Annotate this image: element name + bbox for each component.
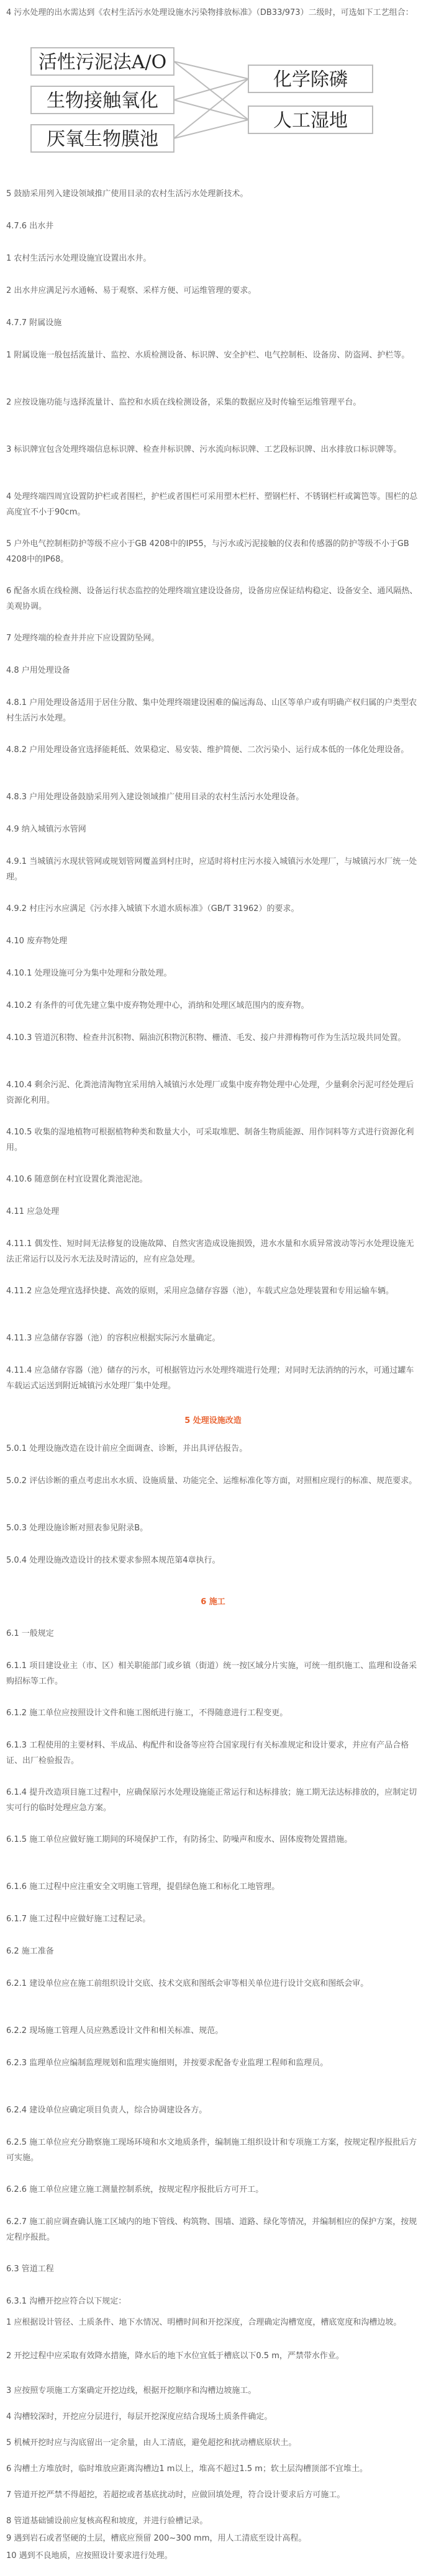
paragraph: 5.0.3 处理设施诊断对照表参见附录B。 xyxy=(6,1524,148,1533)
paragraph: 4.8.1 户用处理设备适用于居住分散、集中处理终端建设困难的偏远海岛、山区等单户或有明确产权归属的户类型农村生活污水处理。 xyxy=(6,698,417,723)
paragraph: 5 机械开挖时应与沟底留出一定余量，由人工清底，避免超挖和扰动槽底原状土。 xyxy=(6,2438,297,2448)
paragraph: 6.2.7 施工前应调查确认施工区域内的地下管线、构筑物、围墙、道路、绿化等情况，并编制相应的保护方案，按规定程序报批。 xyxy=(6,2217,417,2242)
paragraph: 6.1.5 施工单位应做好施工期间的环境保护工作，有防扬尘、防噪声和废水、固体废物处置措施。 xyxy=(6,1835,353,1844)
paragraph: 4 处理终端四周宜设置防护栏或者围栏，护栏或者围栏可采用塑木栏杆、塑钢栏杆、不锈钢栏杆或篱笆等。围栏的总高度宜不小于90cm。 xyxy=(6,492,418,517)
paragraph: 6 配备水质在线检测、设备运行状态监控的处理终端宜建设设备房，设备房应保证结构稳定、设备安全、通风隔热、美观协调。 xyxy=(6,586,418,611)
paragraph: 4.10.2 有条件的可优先建立集中废弃物处理中心，消纳和处理区域范围内的废弃物。 xyxy=(6,1001,309,1010)
paragraph: 4.11.1 偶发性、短时间无法修复的设施故障、自然灾害造成设施损毁，进水水量和水质异常波动等污水处理设施无法正常运行以及污水无法及时清运的，应有应急处理。 xyxy=(6,1239,414,1264)
paragraph: 10 遇到不良地质，应按照设计要求进行处理。 xyxy=(6,2551,173,2560)
paragraph: 6.1.2 施工单位应按照设计文件和施工图纸进行施工，不得随意进行工程变更。 xyxy=(6,1708,288,1718)
paragraph: 6.2.4 建设单位应确定项目负责人，综合协调建设各方。 xyxy=(6,2106,207,2115)
paragraph: 4.11.3 应急储存容器（池）的容积应根据实际污水量确定。 xyxy=(6,1334,220,1343)
paragraph: 4.9.1 当城镇污水现状管网或规划管网覆盖到村庄时，应适时将村庄污水接入城镇污水处理厂，与城镇污水厂统一处理。 xyxy=(6,857,417,882)
paragraph: 4.9.2 村庄污水应满足《污水排入城镇下水道水质标准》（GB/T 31962）的要求。 xyxy=(6,904,299,913)
paragraph: 7 管道开挖严禁不得超挖，若超挖或者基底扰动时，应做回填处理，符合设计要求后方可施工。 xyxy=(6,2490,345,2500)
paragraph: 6.2.1 建设单位应在施工前组织设计交底、技术交底和图纸会审等相关单位进行设计交底和图纸会审。 xyxy=(6,1979,369,1988)
paragraph: 5.0.4 处理设施改造设计的技术要求参照本规范第4章执行。 xyxy=(6,1556,220,1565)
section-heading: 4.11 应急处理 xyxy=(6,1207,60,1216)
process-diagram xyxy=(25,40,397,164)
paragraph: 4.8.3 户用处理设备鼓励采用列入建设领域推广使用目录的农村生活污水处理设备。 xyxy=(6,792,304,802)
diagram-label-left-2: 生物接触氧化 xyxy=(47,90,158,112)
paragraph: 3 标识牌宜包含处理终端信息标识牌、检查井标识牌、污水流向标识牌、工艺段标识牌、出水排放口标识牌等。 xyxy=(6,445,402,454)
section-heading: 4.10 废弃物处理 xyxy=(6,936,68,946)
paragraph: 4.8.2 户用处理设备宜选择能耗低、效果稳定、易安装、维护简便、二次污染小、运行成本低的一体化处理设备。 xyxy=(6,745,409,755)
paragraph: 6.3.1 沟槽开挖应符合以下规定： xyxy=(6,2297,127,2306)
paragraph: 1 附属设施一般包括流量计、监控、水质检测设备、标识牌、安全护栏、电气控制柜、设备房、防盗网、护栏等。 xyxy=(6,351,410,360)
section-heading: 6.3 管道工程 xyxy=(6,2264,54,2274)
paragraph: 4.11.4 应急储存容器（池）储存的污水，可根据管边污水处理终端进行处理；对同时无法消纳的污水，可通过罐车车载运式运送到附近城镇污水处理厂集中处理。 xyxy=(6,1366,414,1391)
paragraph: 2 出水井应满足污水通畅、易于观察、采样方便、可运维管理的要求。 xyxy=(6,286,256,295)
paragraph: 6.1.4 提升改造项目施工过程中，应确保原污水处理设施能正常运行和达标排放；施工期无法达标排放的，应制定切实可行的临时处理应急方案。 xyxy=(6,1788,417,1813)
paragraph: 1 应根据设计管径、土质条件、地下水情况、明槽时间和开挖深度，合理确定沟槽宽度，槽底宽度和沟槽边坡。 xyxy=(6,2318,402,2327)
diagram-label-right-2: 人工湿地 xyxy=(273,110,348,132)
diagram-label-right-1: 化学除磷 xyxy=(273,69,348,91)
paragraph: 4.10.3 管道沉积物、检查井沉积物、隔油沉积物沉积物、栅渣、毛发、接户井滞梅物可作为生活垃圾共同处置。 xyxy=(6,1033,406,1043)
diagram-label-left-1: 活性污泥法A/O xyxy=(38,52,167,73)
paragraph: 8 管道基础铺设前应复核高程和坡度，并进行验槽记录。 xyxy=(6,2516,208,2526)
paragraph: 5.0.2 评估诊断的重点考虑出水水质、设施质量、功能完全、运维标准化等方面，对照相应现行的标准、规范要求。 xyxy=(6,1476,417,1486)
diagram-label-left-3: 厌氧生物膜池 xyxy=(47,128,158,150)
section-heading: 6.2 施工准备 xyxy=(6,1947,54,1956)
diagram-connector xyxy=(174,100,248,120)
paragraph: 5 户外电气控制柜防护等级不应小于GB 4208中的IP55，与污水或污泥接触的仪表和传感器的防护等级不小于GB 4208中的IP68。 xyxy=(6,539,409,564)
paragraph: 3 应按照专项施工方案确定开挖边线，根据开挖顺序和沟槽边坡施工。 xyxy=(6,2386,256,2395)
section-heading: 6.1 一般规定 xyxy=(6,1629,54,1638)
paragraph: 4.10.6 随意倒在村宜设置化粪池泥池。 xyxy=(6,1175,148,1184)
paragraph: 2 开挖过程中应采取有效降水措施，降水后的地下水位宜低于槽底以下0.5 m，严禁带水作业。 xyxy=(6,2351,344,2361)
paragraph-intro: 4 污水处理的出水需达到《农村生活污水处理设施水污染物排放标准》（DB33/973）二级时，可选如下工艺组合： xyxy=(6,8,414,17)
paragraph: 4 沟槽较深时，开挖应分层进行，每层开挖深度应结合现场土质条件确定。 xyxy=(6,2412,273,2421)
paragraph: 4.11.2 应急处理宜选择快捷、高效的原则，采用应急储存容器（池），车载式应急处理装置和专用运输车辆。 xyxy=(6,1286,394,1296)
paragraph: 6.2.5 施工单位应充分勘察施工现场环境和水文地质条件，编制施工组织设计和专项施工方案，按规定程序报批后方可实施。 xyxy=(6,2138,417,2163)
diagram-connector xyxy=(174,79,248,100)
paragraph: 7 处理终端的检查井并应下应设置防坠网。 xyxy=(6,634,160,643)
section-heading: 4.9 纳入城镇污水管网 xyxy=(6,825,86,834)
paragraph: 6.2.6 施工单位应建立施工测量控制系统，按规定程序报批后方可开工。 xyxy=(6,2185,264,2194)
paragraph: 6.2.2 现场施工管理人员应熟悉设计文件和相关标准、规范。 xyxy=(6,2026,224,2035)
paragraph: 6 沟槽土方堆放时，临时堆放应距离沟槽边1 m以上，堆高不超过1.5 m；软土层沟槽顶部不宜堆土。 xyxy=(6,2464,368,2474)
paragraph: 1 农村生活污水处理设施宜设置出水井。 xyxy=(6,254,152,263)
section-heading: 4.8 户用处理设备 xyxy=(6,666,70,675)
paragraph: 2 应按设施功能与选择流量计、监控和水质在线检测设备，采集的数据应及时传输至运维管理平台。 xyxy=(6,398,361,407)
paragraph: 4.10.5 收集的湿地植物可根据植物种类和数量大小，可采取堆肥、制备生物质能源、用作饲料等方式进行资源化利用。 xyxy=(6,1128,414,1152)
chapter-heading: 6 施工 xyxy=(201,1597,225,1607)
paragraph: 6.1.7 施工过程中应做好施工过程记录。 xyxy=(6,1914,151,1924)
paragraph: 6.1.6 施工过程中应注重安全文明施工管理，提倡绿色施工和标化工地管理。 xyxy=(6,1882,280,1892)
paragraph: 6.1.1 项目建设业主（市、区）相关职能部门或乡镇（街道）统一按区域分片实施，可统一组织施工、监理和设备采购招标等工作。 xyxy=(6,1661,417,1686)
paragraph: 9 遇到岩石或者坚硬的土层，槽底应预留 200~300 mm，用人工清底至设计高程。 xyxy=(6,2534,307,2543)
section-heading: 4.7.6 出水井 xyxy=(6,222,54,231)
chapter-heading: 5 处理设施改造 xyxy=(184,1416,242,1425)
section-heading: 4.7.7 附属设施 xyxy=(6,318,62,328)
paragraph: 4.10.1 处理设施可分为集中处理和分散处理。 xyxy=(6,969,172,978)
paragraph: 5 鼓励采用列入建设领域推广使用目录的农村生活污水处理新技术。 xyxy=(6,189,248,199)
paragraph: 6.1.3 工程使用的主要材料、半成品、构配件和设备等应符合国家现行有关标准规定和设计要求，并应有产品合格证、出厂检验报告。 xyxy=(6,1741,409,1766)
paragraph: 6.2.3 监理单位应编制监理规划和监理实施细则，并按要求配备专业监理工程师和监理员。 xyxy=(6,2058,329,2068)
paragraph: 4.10.4 剩余污泥、化粪池清淘物宜采用纳入城镇污水处理厂或集中废弃物处理中心处理，少量剩余污泥可经处理后资源化利用。 xyxy=(6,1080,414,1105)
paragraph: 5.0.1 处理设施改造在设计前应全面调查、诊断，并出具评估报告。 xyxy=(6,1444,248,1453)
